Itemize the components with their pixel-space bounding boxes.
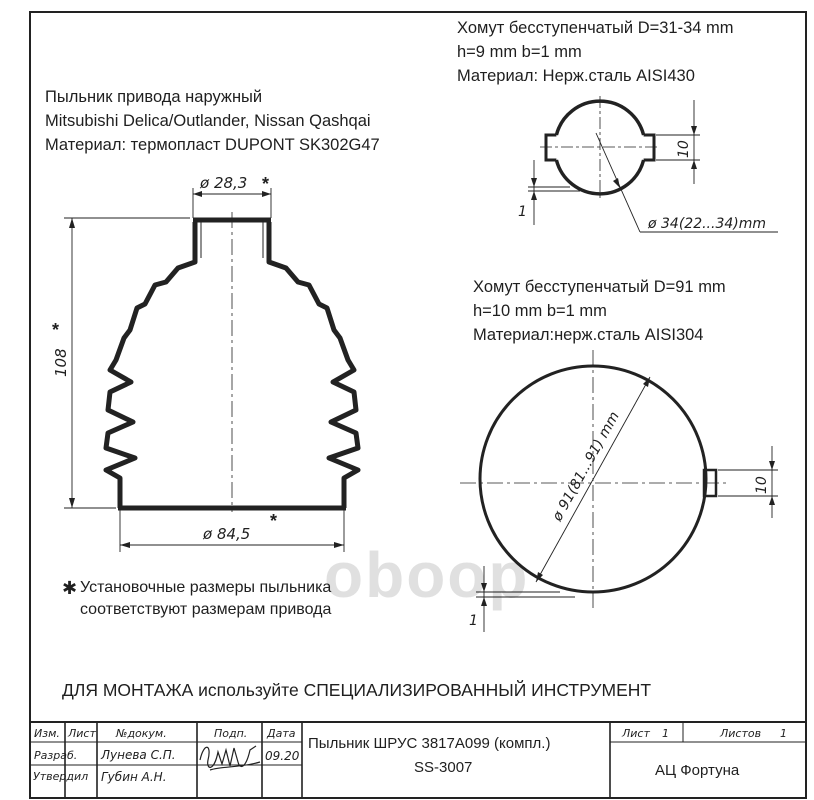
boot-title-line-2: Mitsubishi Delica/Outlander, Nissan Qashqai bbox=[45, 112, 371, 130]
clamp-small-h-arrow-top bbox=[691, 126, 697, 135]
clamp-small-lug-right bbox=[644, 135, 654, 160]
tb-header-list: Лист bbox=[68, 727, 96, 740]
clamp-large-h-arrow-top bbox=[769, 461, 775, 470]
clamp-large-line-3: Материал:нерж.сталь AISI304 bbox=[473, 326, 704, 344]
clamp-large-d-label: ø 91(81...91) mm bbox=[549, 409, 623, 524]
clamp-small-b-arrow-top bbox=[531, 178, 537, 187]
mounting-instruction: ДЛЯ МОНТАЖА используйте СПЕЦИАЛИЗИРОВАННЫЙ ИНСТРУМЕНТ bbox=[62, 680, 652, 700]
dim-top-label: ø 28,3 bbox=[200, 174, 248, 192]
clamp-small-b-label: 1 bbox=[518, 204, 527, 220]
clamp-small-d-label: ø 34(22...34)mm bbox=[648, 216, 767, 232]
tb-header-doc: №докум. bbox=[116, 727, 167, 740]
dim-bottom-arrow-left bbox=[120, 542, 130, 548]
title-block bbox=[30, 722, 806, 798]
tb-product-line-1: Пыльник ШРУС 3817А099 (компл.) bbox=[308, 735, 551, 752]
clamp-small-line-2: h=9 mm b=1 mm bbox=[457, 43, 582, 61]
tb-product-line-2: SS-3007 bbox=[414, 759, 473, 776]
clamp-small-b-arrow-bottom bbox=[531, 191, 537, 200]
dim-height-arrow-bottom bbox=[69, 498, 75, 508]
dim-bottom-asterisk: * bbox=[270, 511, 278, 531]
watermark: oboop bbox=[324, 539, 530, 611]
dim-height-asterisk: * bbox=[52, 320, 60, 340]
boot-drawing bbox=[52, 174, 358, 552]
tb-row-1-date: 09.20 bbox=[265, 749, 300, 763]
dim-top-asterisk: * bbox=[262, 174, 270, 194]
tb-row-1-role: Разраб. bbox=[34, 749, 78, 762]
tb-row-2-role: Утвердил bbox=[33, 770, 89, 783]
tb-sheet-value: 1 bbox=[662, 727, 669, 740]
tb-sheets-value: 1 bbox=[780, 727, 787, 740]
clamp-large-line-1: Хомут бесступенчатый D=91 mm bbox=[473, 278, 726, 296]
clamp-small-line-1: Хомут бесступенчатый D=31-34 mm bbox=[457, 19, 734, 37]
note-line-2: соответствуют размерам привода bbox=[80, 601, 332, 618]
clamp-large-line-2: h=10 mm b=1 mm bbox=[473, 302, 607, 320]
clamp-small-drawing bbox=[518, 96, 778, 232]
clamp-small-line-3: Материал: Нерж.сталь AISI430 bbox=[457, 67, 695, 85]
clamp-small-lug-left bbox=[546, 135, 556, 160]
tb-header-izm: Изм. bbox=[34, 727, 60, 740]
note-line-1: Установочные размеры пыльника bbox=[80, 579, 332, 596]
signature bbox=[200, 746, 260, 770]
clamp-small-h-label: 10 bbox=[676, 140, 692, 158]
tb-sheets-label: Листов bbox=[720, 727, 762, 740]
boot-title-line-3: Материал: термопласт DUPONT SK302G47 bbox=[45, 136, 380, 154]
tb-company: АЦ Фортуна bbox=[655, 762, 740, 779]
clamp-large-h-arrow-bottom bbox=[769, 496, 775, 505]
tb-row-1-name: Лунева С.П. bbox=[101, 748, 176, 762]
clamp-large-h-label: 10 bbox=[754, 476, 770, 494]
clamp-small-h-arrow-bottom bbox=[691, 160, 697, 169]
tb-header-sign: Подп. bbox=[214, 727, 248, 740]
tb-sheet-label: Лист bbox=[622, 727, 650, 740]
dim-bottom-label: ø 84,5 bbox=[203, 525, 251, 543]
tb-row-2-name: Губин А.Н. bbox=[101, 770, 167, 784]
note-symbol: ✱ bbox=[62, 578, 78, 598]
boot-title-line-1: Пыльник привода наружный bbox=[45, 88, 263, 106]
dim-height-arrow-top bbox=[69, 218, 75, 228]
dim-height-label: 108 bbox=[52, 348, 70, 377]
tb-header-date: Дата bbox=[267, 727, 296, 740]
clamp-small-d-arrow bbox=[613, 178, 620, 188]
clamp-large-b-label: 1 bbox=[469, 613, 478, 629]
